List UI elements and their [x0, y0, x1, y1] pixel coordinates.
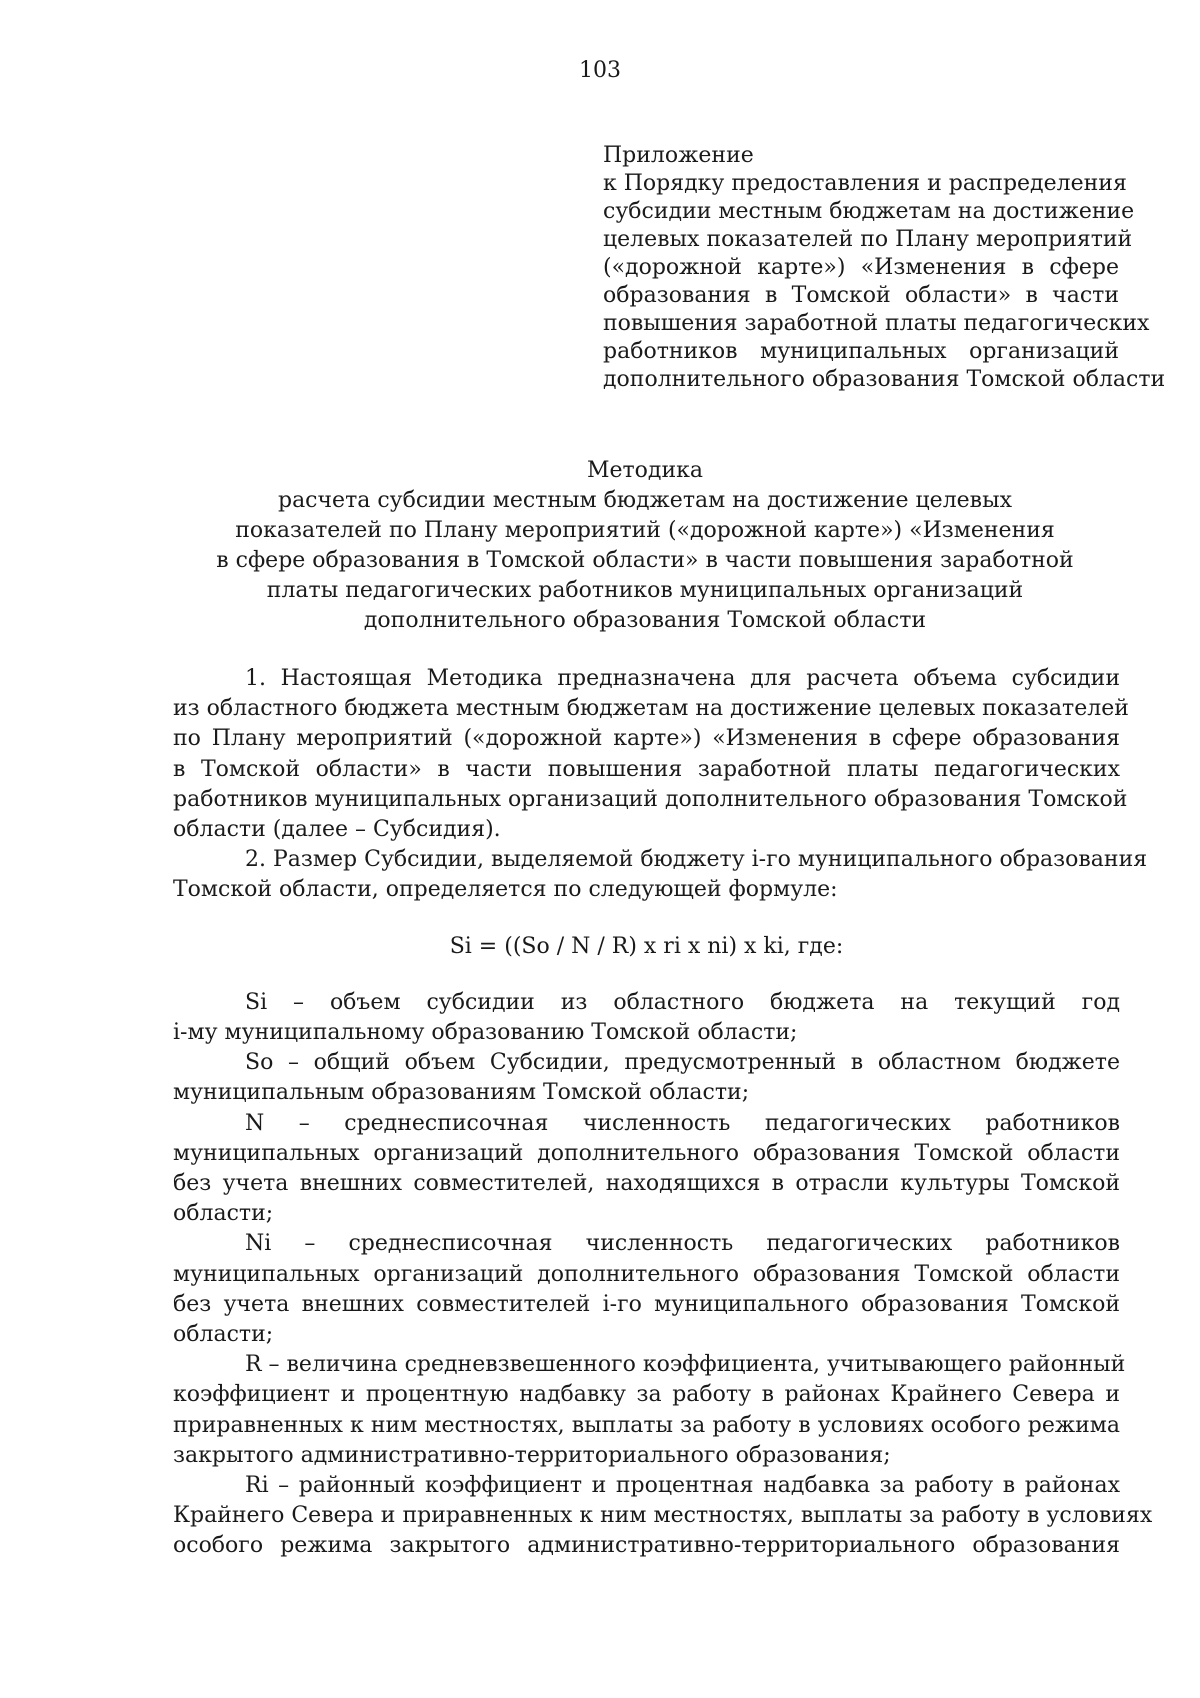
- definition-line: N – среднесписочная численность педагогических работников: [245, 1110, 1120, 1136]
- paragraph-line: 2. Размер Субсидии, выделяемой бюджету i-го муниципального образования: [245, 847, 1148, 873]
- paragraph-2: [173, 845, 1148, 905]
- paragraph-line: из областного бюджета местным бюджетам на достижение целевых показателей: [173, 696, 1129, 722]
- definition-r: [173, 1350, 1126, 1471]
- methodology-heading: Методика: [586, 458, 704, 483]
- appendix-line: работников муниципальных организаций: [603, 339, 1119, 364]
- appendix-line: образования в Томской области» в части: [603, 283, 1119, 308]
- definition-line: муниципальным образованиям Томской области;: [173, 1080, 750, 1106]
- definition-so: [173, 1048, 1120, 1108]
- appendix-line: дополнительного образования Томской области: [603, 367, 1166, 392]
- definition-n: [173, 1109, 1120, 1230]
- appendix-line: субсидии местным бюджетам на достижение: [603, 199, 1135, 224]
- definition-line: R – величина средневзвешенного коэффициента, учитывающего районный: [245, 1352, 1126, 1378]
- methodology-subtitle-line: в сфере образования в Томской области» в части повышения заработной: [216, 548, 1074, 573]
- page-number: 103: [579, 58, 621, 83]
- definition-si: [173, 988, 1120, 1048]
- methodology-subtitle-line: платы педагогических работников муниципальных организаций: [266, 578, 1024, 603]
- document-body: [173, 664, 1153, 1562]
- definition-line: муниципальных организаций дополнительного образования Томской области: [173, 1140, 1120, 1166]
- definition-line: особого режима закрытого административно-территориального образования: [173, 1533, 1120, 1559]
- definition-line: без учета внешних совместителей i-го муниципального образования Томской: [173, 1291, 1120, 1317]
- paragraph-line: области (далее – Субсидия).: [173, 817, 501, 843]
- definition-line: Si – объем субсидии из областного бюджета на текущий год: [245, 989, 1120, 1015]
- paragraph-line: работников муниципальных организаций дополнительного образования Томской: [173, 786, 1128, 812]
- appendix-line: («дорожной карте») «Изменения в сфере: [603, 255, 1119, 280]
- paragraph-line: Томской области, определяется по следующей формуле:: [173, 877, 838, 903]
- paragraph-line: по Плану мероприятий («дорожной карте») «Изменения в сфере образования: [173, 726, 1120, 752]
- definition-line: коэффициент и процентную надбавку за работу в районах Крайнего Севера и: [173, 1382, 1120, 1408]
- appendix-line: повышения заработной платы педагогических: [603, 311, 1150, 336]
- subsidy-formula: Si = ((So / N / R) x ri x ni) x ki, где:: [449, 933, 844, 959]
- definition-ri: [173, 1471, 1153, 1562]
- definition-ni: [173, 1229, 1120, 1350]
- paragraph-1: [173, 664, 1129, 845]
- definition-line: закрытого административно-территориального образования;: [173, 1442, 891, 1468]
- definition-line: So – общий объем Субсидии, предусмотренный в областном бюджете: [245, 1050, 1120, 1076]
- definition-line: приравненных к ним местностях, выплаты за работу в условиях особого режима: [173, 1412, 1120, 1438]
- appendix-line: Приложение: [603, 143, 754, 168]
- methodology-subtitle-line: расчета субсидии местным бюджетам на достижение целевых: [277, 488, 1012, 513]
- appendix-header: [603, 142, 1166, 394]
- appendix-line: целевых показателей по Плану мероприятий: [603, 227, 1133, 252]
- definition-line: Крайнего Севера и приравненных к ним местностях, выплаты за работу в условиях: [173, 1503, 1153, 1529]
- paragraph-line: 1. Настоящая Методика предназначена для расчета объема субсидии: [245, 666, 1120, 691]
- appendix-line: к Порядку предоставления и распределения: [603, 171, 1127, 196]
- methodology-subtitle-line: дополнительного образования Томской области: [363, 608, 927, 633]
- definition-line: Ri – районный коэффициент и процентная надбавка за работу в районах: [245, 1473, 1120, 1499]
- definition-line: Ni – среднесписочная численность педагогических работников: [245, 1231, 1120, 1257]
- methodology-title: [170, 456, 1120, 636]
- definition-line: муниципальных организаций дополнительного образования Томской области: [173, 1261, 1120, 1287]
- paragraph-line: в Томской области» в части повышения заработной платы педагогических: [173, 756, 1120, 782]
- definition-line: без учета внешних совместителей, находящихся в отрасли культуры Томской: [173, 1171, 1120, 1197]
- definition-line: области;: [173, 1201, 274, 1227]
- definition-line: области;: [173, 1322, 274, 1348]
- definition-line: i-му муниципальному образованию Томской области;: [173, 1020, 798, 1046]
- methodology-subtitle-line: показателей по Плану мероприятий («дорожной карте») «Изменения: [235, 518, 1055, 543]
